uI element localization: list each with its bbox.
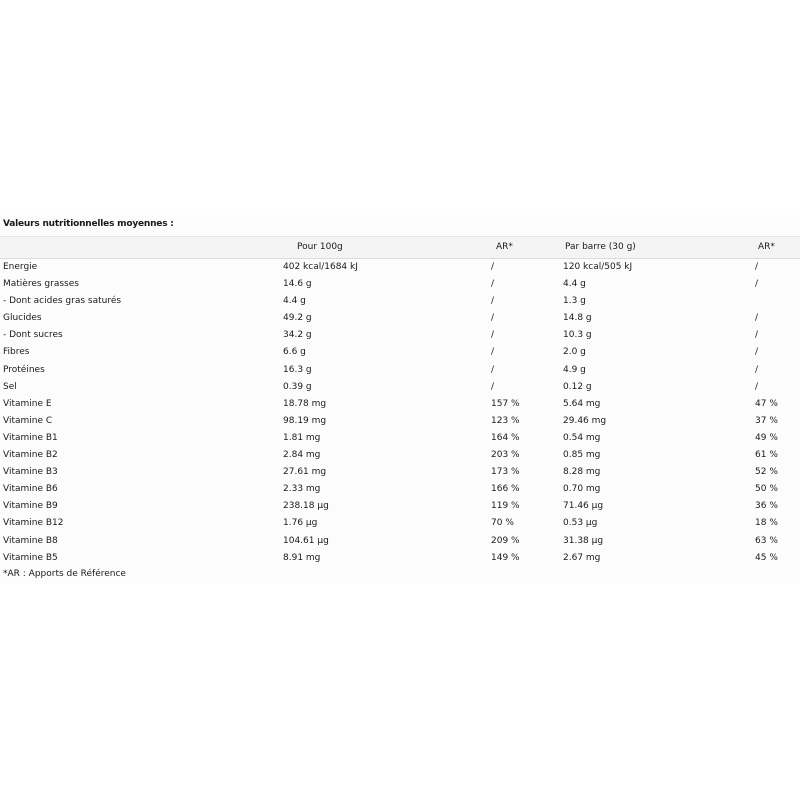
ar-per-100g: 203 %: [491, 450, 520, 461]
value-per-100g: 0.39 g: [283, 381, 312, 392]
nutrient-name: Energie: [3, 262, 38, 272]
ar-per-100g: /: [491, 313, 495, 324]
ar-per-bar: 18 %: [755, 518, 778, 529]
nutrient-name: - Dont acides gras saturés: [3, 296, 122, 307]
ar-per-100g: 164 %: [491, 432, 520, 443]
nutrient-name: Vitamine B5: [3, 552, 58, 563]
value-per-100g: 402 kcal/1684 kJ: [283, 262, 358, 272]
ar-per-bar: 36 %: [755, 501, 778, 512]
value-per-bar: 4.9 g: [563, 364, 586, 375]
ar-per-100g: 149 %: [491, 552, 520, 563]
table-row: [0, 327, 800, 344]
ar-per-100g: /: [491, 296, 495, 307]
table-row: [0, 259, 800, 276]
value-per-bar: 120 kcal/505 kJ: [563, 262, 633, 272]
value-per-100g: 14.6 g: [283, 279, 312, 290]
table-row: [0, 550, 800, 567]
table-row: [0, 464, 800, 481]
nutrient-name: Vitamine B8: [3, 535, 58, 546]
table-row: [0, 362, 800, 379]
value-per-100g: 104.61 µg: [283, 535, 329, 546]
value-per-100g: 2.84 mg: [283, 450, 321, 461]
header-ar-bar: AR*: [758, 242, 775, 252]
value-per-bar: 0.53 µg: [563, 518, 598, 529]
table-row: [0, 344, 800, 361]
nutrient-name: Vitamine B3: [3, 467, 58, 478]
nutrient-name: - Dont sucres: [3, 330, 63, 341]
table-row: [0, 379, 800, 396]
value-per-bar: 10.3 g: [563, 330, 592, 341]
ar-per-bar: /: [755, 364, 759, 375]
value-per-bar: 0.54 mg: [563, 432, 601, 443]
value-per-100g: 1.76 µg: [283, 518, 318, 529]
value-per-bar: 0.12 g: [563, 381, 592, 392]
nutrient-name: Vitamine B6: [3, 484, 58, 495]
value-per-100g: 2.33 mg: [283, 484, 321, 495]
ar-per-bar: 45 %: [755, 552, 778, 563]
ar-per-bar: 37 %: [755, 415, 778, 426]
ar-per-bar: /: [755, 381, 759, 392]
ar-per-100g: 209 %: [491, 535, 520, 546]
ar-per-100g: /: [491, 330, 495, 341]
nutrient-name: Glucides: [3, 313, 42, 324]
value-per-100g: 8.91 mg: [283, 552, 321, 563]
ar-per-bar: /: [755, 313, 759, 324]
value-per-bar: 29.46 mg: [563, 415, 607, 426]
table-row: [0, 276, 800, 293]
table-row: [0, 293, 800, 310]
ar-per-bar: /: [755, 347, 759, 358]
ar-per-100g: /: [491, 347, 495, 358]
table-row: [0, 533, 800, 550]
nutrient-name: Vitamine B9: [3, 501, 58, 512]
nutrient-name: Matières grasses: [3, 279, 79, 290]
value-per-bar: 4.4 g: [563, 279, 586, 290]
nutrition-panel: [0, 215, 800, 584]
nutrient-name: Vitamine E: [3, 398, 52, 409]
table-body: [0, 259, 800, 567]
nutrient-name: Protéines: [3, 364, 45, 375]
ar-per-bar: 47 %: [755, 398, 778, 409]
value-per-bar: 2.67 mg: [563, 552, 601, 563]
value-per-bar: 0.85 mg: [563, 450, 601, 461]
value-per-bar: 31.38 µg: [563, 535, 604, 546]
value-per-bar: 5.64 mg: [563, 398, 601, 409]
value-per-100g: 238.18 µg: [283, 501, 329, 512]
table-row: [0, 430, 800, 447]
value-per-100g: 4.4 g: [283, 296, 306, 307]
ar-per-bar: 61 %: [755, 450, 778, 461]
nutrient-name: Vitamine B2: [3, 450, 58, 461]
nutrient-name: Fibres: [3, 347, 30, 358]
ar-per-bar: 52 %: [755, 467, 778, 478]
ar-per-bar: 50 %: [755, 484, 778, 495]
header-ar-100g: AR*: [496, 242, 513, 252]
ar-per-100g: 166 %: [491, 484, 520, 495]
nutrient-name: Vitamine C: [3, 415, 53, 426]
value-per-bar: 71.46 µg: [563, 501, 604, 512]
nutrient-name: Vitamine B1: [3, 432, 58, 443]
table-row: [0, 515, 800, 532]
ar-per-100g: /: [491, 262, 495, 272]
ar-per-100g: /: [491, 381, 495, 392]
table-row: [0, 310, 800, 327]
nutrient-name: Sel: [3, 381, 17, 392]
table-row: [0, 413, 800, 430]
ar-per-bar: /: [755, 262, 759, 272]
table-row: [0, 396, 800, 413]
ar-per-bar: /: [755, 330, 759, 341]
value-per-bar: 0.70 mg: [563, 484, 601, 495]
ar-per-100g: 70 %: [491, 518, 514, 529]
ar-per-100g: 173 %: [491, 467, 520, 478]
value-per-bar: 8.28 mg: [563, 467, 601, 478]
table-row: [0, 447, 800, 464]
header-per-100g: Pour 100g: [297, 242, 343, 252]
value-per-100g: 27.61 mg: [283, 467, 327, 478]
value-per-100g: 18.78 mg: [283, 398, 327, 409]
ar-per-100g: 157 %: [491, 398, 520, 409]
header-per-bar: Par barre (30 g): [565, 242, 636, 252]
nutrient-name: Vitamine B12: [3, 518, 64, 529]
ar-per-100g: /: [491, 279, 495, 290]
value-per-100g: 1.81 mg: [283, 432, 321, 443]
value-per-bar: 1.3 g: [563, 296, 586, 307]
ar-per-100g: 119 %: [491, 501, 520, 512]
table-title: Valeurs nutritionnelles moyennes :: [3, 219, 174, 229]
value-per-100g: 34.2 g: [283, 330, 312, 341]
value-per-100g: 98.19 mg: [283, 415, 327, 426]
value-per-bar: 2.0 g: [563, 347, 586, 358]
table-header: [0, 236, 800, 259]
value-per-100g: 16.3 g: [283, 364, 312, 375]
value-per-100g: 6.6 g: [283, 347, 306, 358]
footnote: *AR : Apports de Référence: [3, 569, 126, 579]
ar-per-100g: /: [491, 364, 495, 375]
ar-per-100g: 123 %: [491, 415, 520, 426]
table-row: [0, 481, 800, 498]
table-row: [0, 498, 800, 515]
ar-per-bar: 49 %: [755, 432, 778, 443]
ar-per-bar: 63 %: [755, 535, 778, 546]
value-per-bar: 14.8 g: [563, 313, 592, 324]
value-per-100g: 49.2 g: [283, 313, 312, 324]
ar-per-bar: /: [755, 279, 759, 290]
